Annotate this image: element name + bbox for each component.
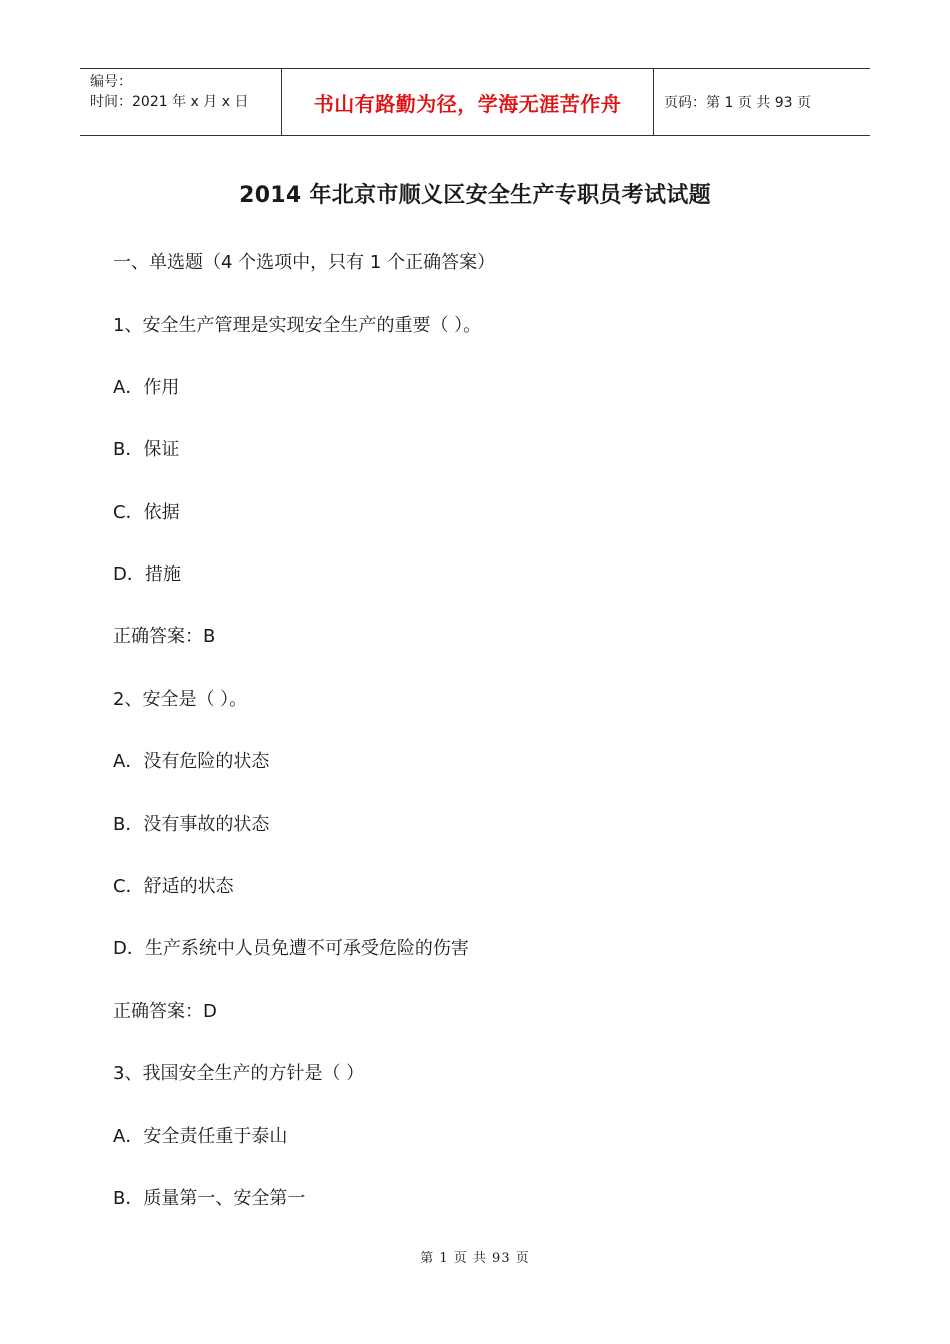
question-2-option-b: B．没有事故的状态 xyxy=(113,814,270,835)
question-2-option-a: A．没有危险的状态 xyxy=(113,751,270,772)
document-title: 2014 年北京市顺义区安全生产专职员考试试题 xyxy=(239,183,711,208)
header-page-info: 页码：第 1 页 共 93 页 xyxy=(664,95,811,111)
question-2-option-c: C．舒适的状态 xyxy=(113,876,234,897)
document-number-label: 编号： xyxy=(90,74,132,90)
question-1: 1、安全生产管理是实现安全生产的重要（ ）。 xyxy=(113,315,482,336)
question-2-answer: 正确答案：D xyxy=(113,1001,217,1022)
question-3-option-b: B．质量第一、安全第一 xyxy=(113,1188,306,1209)
question-1-answer: 正确答案：B xyxy=(113,626,216,647)
question-3-option-a: A．安全责任重于泰山 xyxy=(113,1126,288,1147)
page-header xyxy=(80,68,870,136)
header-meta xyxy=(80,69,282,135)
question-1-option-c: C．依据 xyxy=(113,502,180,523)
question-1-option-a: A．作用 xyxy=(113,377,180,398)
question-2: 2、安全是（ ）。 xyxy=(113,689,248,710)
document-date: 时间：2021 年 x 月 x 日 xyxy=(90,94,249,110)
question-1-option-d: D．措施 xyxy=(113,564,181,585)
header-page-info-cell xyxy=(654,69,870,135)
question-1-option-b: B．保证 xyxy=(113,439,180,460)
header-motto: 书山有路勤为径，学海无涯苦作舟 xyxy=(313,91,622,116)
question-3: 3、我国安全生产的方针是（ ） xyxy=(113,1063,365,1084)
header-motto-cell xyxy=(282,69,654,135)
question-2-option-d: D．生产系统中人员免遭不可承受危险的伤害 xyxy=(113,938,469,959)
page-footer: 第 1 页 共 93 页 xyxy=(420,1251,530,1266)
section-heading: 一、单选题（4 个选项中，只有 1 个正确答案） xyxy=(113,252,496,273)
